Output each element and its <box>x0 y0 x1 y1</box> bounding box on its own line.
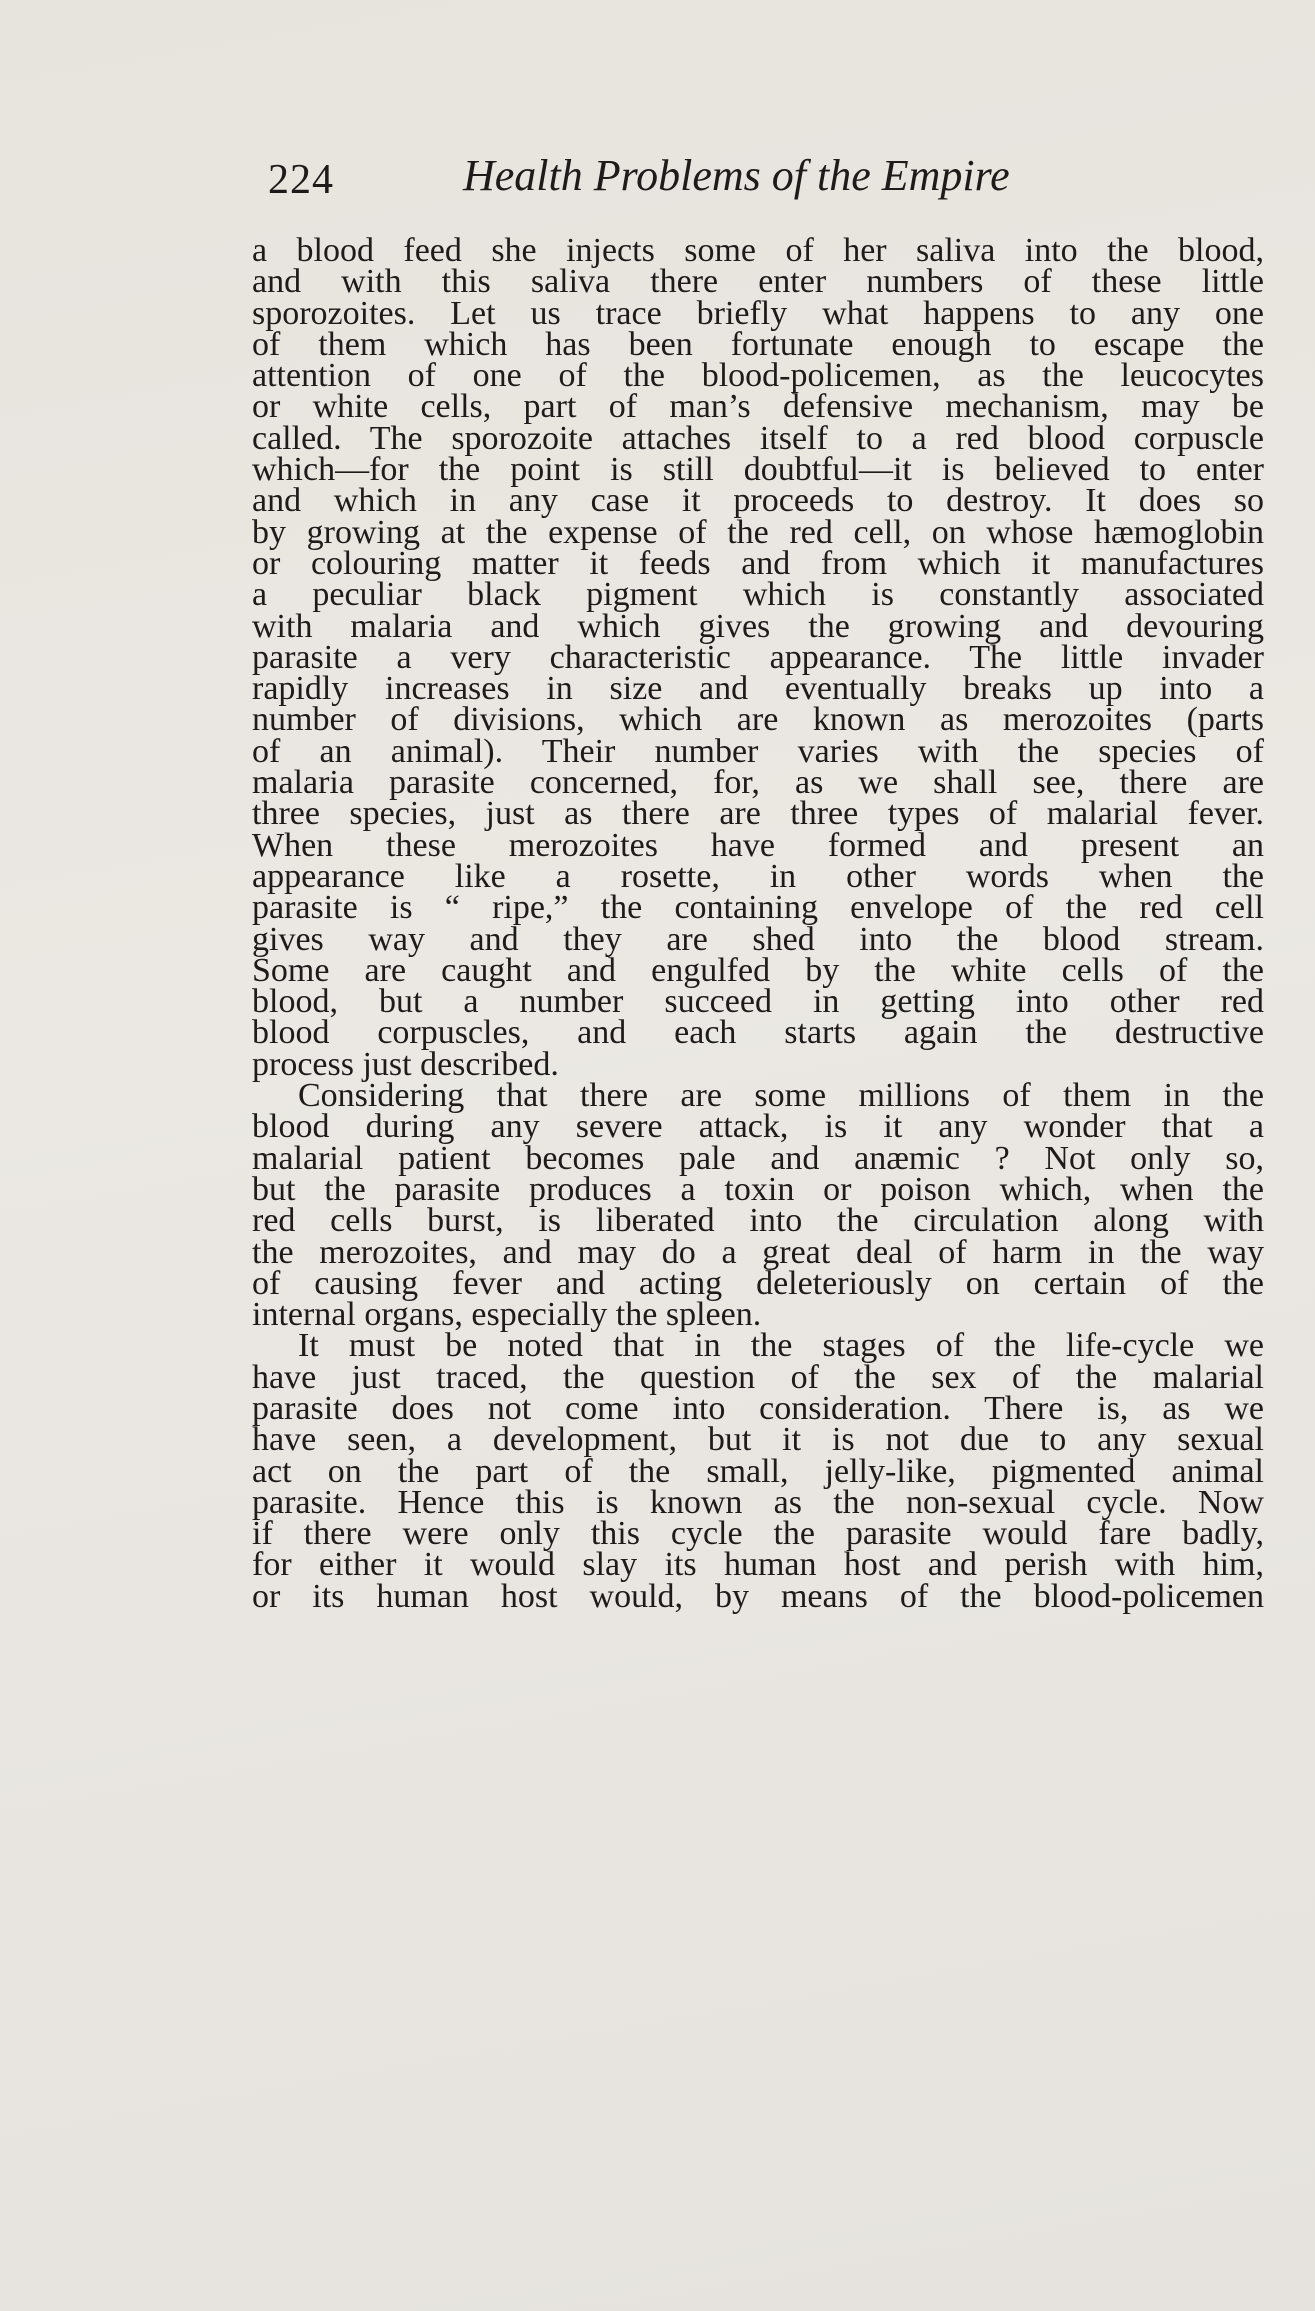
text-line: It must be noted that in the stages of the life-cycle we <box>298 1327 1264 1365</box>
text-line: blood, but a number succeed in getting into other red <box>252 983 1264 1021</box>
text-line: parasite does not come into consideration. There is, as we <box>252 1389 1264 1427</box>
text-line: a blood feed she injects some of her saliva into the blood, <box>252 232 1264 269</box>
text-line: malaria parasite concerned, for, as we shall see, there are <box>252 764 1264 802</box>
text-line: sporozoites. Let us trace briefly what happens to any one <box>252 294 1264 332</box>
text-line: number of divisions, which are known as merozoites (parts <box>252 701 1264 739</box>
text-line: or its human host would, by means of the blood-policemen <box>252 1577 1264 1615</box>
text-line: if there were only this cycle the parasite would fare badly, <box>252 1515 1264 1553</box>
text-line: parasite is “ ripe,” the containing envelope of the red cell <box>252 889 1264 927</box>
body-text <box>252 232 1264 1615</box>
text-line: blood corpuscles, and each starts again the destructive <box>252 1014 1264 1052</box>
text-line: with malaria and which gives the growing and devouring <box>252 607 1264 645</box>
book-title: Health Problems of the Empire <box>463 151 1010 200</box>
text-line: rapidly increases in size and eventually breaks up into a <box>252 670 1264 708</box>
text-line: which—for the point is still doubtful—it is believed to enter <box>252 451 1264 489</box>
text-line: When these merozoites have formed and present an <box>252 826 1264 864</box>
text-line: the merozoites, and may do a great deal of harm in the way <box>252 1233 1264 1271</box>
text-line: called. The sporozoite attaches itself to a red blood corpuscle <box>252 419 1264 457</box>
text-line: of an animal). Their number varies with the species of <box>252 732 1264 770</box>
paragraph <box>252 232 1264 1083</box>
text-line: red cells burst, is liberated into the circulation along with <box>252 1202 1264 1240</box>
text-line: or colouring matter it feeds and from which it manufactures <box>252 544 1264 582</box>
text-line: three species, just as there are three types of malarial fever. <box>252 795 1264 833</box>
text-line: Some are caught and engulfed by the white cells of the <box>252 951 1264 989</box>
text-line: process just described. <box>252 1045 559 1083</box>
text-line: and with this saliva there enter numbers of these little <box>252 263 1264 301</box>
text-line: of causing fever and acting deleteriously on certain of the <box>252 1264 1264 1302</box>
paragraph <box>252 1327 1264 1615</box>
text-line: malarial patient becomes pale and anæmic ? Not only so, <box>252 1139 1264 1177</box>
text-line: Considering that there are some millions of them in the <box>298 1077 1264 1115</box>
text-line: parasite. Hence this is known as the non-sexual cycle. Now <box>252 1483 1264 1521</box>
text-line: gives way and they are shed into the blood stream. <box>252 920 1264 958</box>
text-line: appearance like a rosette, in other words when the <box>252 857 1264 895</box>
text-line: a peculiar black pigment which is constantly associated <box>252 576 1264 614</box>
running-head <box>268 150 1268 220</box>
text-line: by growing at the expense of the red cell, on whose hæmoglobin <box>252 513 1264 551</box>
text-line: parasite a very characteristic appearance. The little invader <box>252 638 1264 676</box>
page-number: 224 <box>268 157 334 203</box>
text-line: internal organs, especially the spleen. <box>252 1296 762 1334</box>
text-line: for either it would slay its human host and perish with him, <box>252 1546 1264 1584</box>
text-line: and which in any case it proceeds to destroy. It does so <box>252 482 1264 520</box>
text-line: have just traced, the question of the sex of the malarial <box>252 1358 1264 1396</box>
paragraph <box>252 1077 1264 1334</box>
text-line: of them which has been fortunate enough to escape the <box>252 325 1264 363</box>
text-line: blood during any severe attack, is it any wonder that a <box>252 1108 1264 1146</box>
text-line: attention of one of the blood-policemen, as the leucocytes <box>252 357 1264 395</box>
text-line: act on the part of the small, jelly-like, pigmented animal <box>252 1452 1264 1490</box>
text-line: or white cells, part of man’s defensive mechanism, may be <box>252 388 1264 426</box>
text-line: have seen, a development, but it is not due to any sexual <box>252 1421 1264 1459</box>
text-line: but the parasite produces a toxin or poison which, when the <box>252 1170 1264 1208</box>
